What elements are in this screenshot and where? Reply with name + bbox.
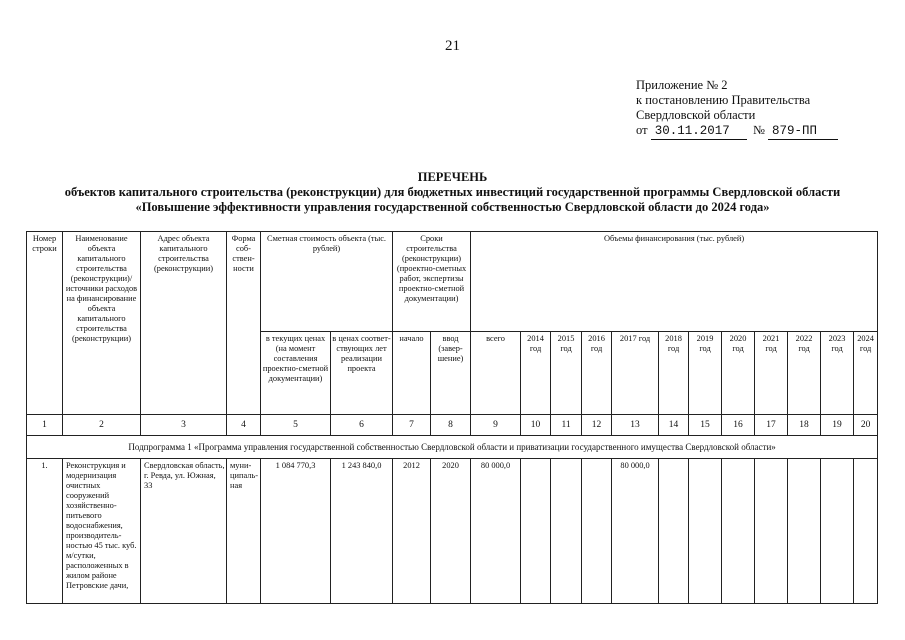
column-number: 6 [331, 415, 393, 436]
appendix-date-line [636, 123, 838, 140]
header-funding: Объемы финансирования (тыс. рублей) [471, 232, 878, 332]
table-row [27, 459, 878, 604]
header-ownership: Форма соб-ствен-ности [227, 232, 261, 415]
header-year: 2024 год [854, 332, 878, 415]
funding-2018 [659, 459, 689, 604]
appendix-block [636, 78, 838, 140]
cost-years: 1 243 840,0 [331, 459, 393, 604]
decree-date: 30.11.2017 [651, 124, 747, 140]
column-number: 19 [821, 415, 854, 436]
object-address: Свердловская область, г. Ревда, ул. Южная, 33 [141, 459, 227, 604]
column-number: 14 [659, 415, 689, 436]
decree-number: 879-ПП [768, 124, 838, 140]
column-number: 1 [27, 415, 63, 436]
title-line2: объектов капитального строительства (реконструкции) для бюджетных инвестиций государственной программы Свердловской области [64, 185, 841, 199]
appendix-line1: Приложение № 2 [636, 78, 728, 92]
column-number: 10 [521, 415, 551, 436]
title-line3: «Повышение эффективности управления государственной собственностью Свердловской области до 2024 года» [135, 200, 770, 214]
header-year: 2018 год [659, 332, 689, 415]
header-year: 2021 год [755, 332, 788, 415]
header-year: 2023 год [821, 332, 854, 415]
funding-2023 [821, 459, 854, 604]
column-number: 20 [854, 415, 878, 436]
page-number: 21 [445, 38, 460, 54]
object-name: Реконструкция и модернизация очистных сооружений хозяйственно-питьевого водоснабжения, производитель-ностью 45 тыс. куб. м/сутки, расположенных в жилом районе Петровские дачи, [63, 459, 141, 604]
column-number: 4 [227, 415, 261, 436]
column-number: 12 [582, 415, 612, 436]
column-number: 9 [471, 415, 521, 436]
header-end: ввод (завер-шение) [431, 332, 471, 415]
column-number: 18 [788, 415, 821, 436]
number-prefix: № [752, 123, 765, 137]
document-title [0, 170, 905, 215]
header-cost: Сметная стоимость объекта (тыс. рублей) [261, 232, 393, 332]
funding-2024 [854, 459, 878, 604]
funding-total: 80 000,0 [471, 459, 521, 604]
funding-2019 [689, 459, 722, 604]
funding-2022 [788, 459, 821, 604]
header-cost-years: в ценах соответ-ствующих лет реализации проекта [331, 332, 393, 415]
header-year: 2015 год [551, 332, 582, 415]
date-prefix: от [636, 123, 648, 137]
header-year: 2022 год [788, 332, 821, 415]
title-line1: ПЕРЕЧЕНЬ [417, 170, 488, 184]
header-year: 2017 год [612, 332, 659, 415]
objects-table [26, 231, 878, 604]
header-total: всего [471, 332, 521, 415]
header-address: Адрес объекта капитального строительства (реконструкции) [141, 232, 227, 415]
funding-2014 [521, 459, 551, 604]
column-number: 5 [261, 415, 331, 436]
header-start: начало [393, 332, 431, 415]
header-year: 2020 год [722, 332, 755, 415]
end-year: 2020 [431, 459, 471, 604]
header-row-num: Номер строки [27, 232, 63, 415]
funding-2016 [582, 459, 612, 604]
column-number: 8 [431, 415, 471, 436]
column-number: 16 [722, 415, 755, 436]
subprogram-row [27, 436, 878, 459]
ownership-form: муни-ципаль-ная [227, 459, 261, 604]
column-numbers-row [27, 415, 878, 436]
header-name: Наименование объекта капитального строительства (реконструкции)/ источники расходов на финансирование объекта капитального строительства (реконструкции) [63, 232, 141, 415]
start-year: 2012 [393, 459, 431, 604]
header-year: 2014 год [521, 332, 551, 415]
funding-2017: 80 000,0 [612, 459, 659, 604]
header-row-1 [27, 232, 878, 332]
column-number: 3 [141, 415, 227, 436]
header-year: 2019 год [689, 332, 722, 415]
column-number: 7 [393, 415, 431, 436]
subprogram-title: Подпрограмма 1 «Программа управления государственной собственностью Свердловской области и приватизации государственного имущества Свердловской области» [27, 436, 878, 459]
appendix-line2: к постановлению Правительства [636, 93, 811, 107]
column-number: 2 [63, 415, 141, 436]
funding-2021 [755, 459, 788, 604]
column-number: 15 [689, 415, 722, 436]
cost-current: 1 084 770,3 [261, 459, 331, 604]
row-number: 1. [27, 459, 63, 604]
column-number: 13 [612, 415, 659, 436]
funding-2015 [551, 459, 582, 604]
header-cost-current: в текущих ценах (на момент составления проектно-сметной документации) [261, 332, 331, 415]
funding-2020 [722, 459, 755, 604]
column-number: 17 [755, 415, 788, 436]
column-number: 11 [551, 415, 582, 436]
header-terms: Сроки строительства (реконструкции) (проектно-сметных работ, экспертизы проектно-сметной документации) [393, 232, 471, 332]
header-year: 2016 год [582, 332, 612, 415]
appendix-line3: Свердловской области [636, 108, 756, 122]
